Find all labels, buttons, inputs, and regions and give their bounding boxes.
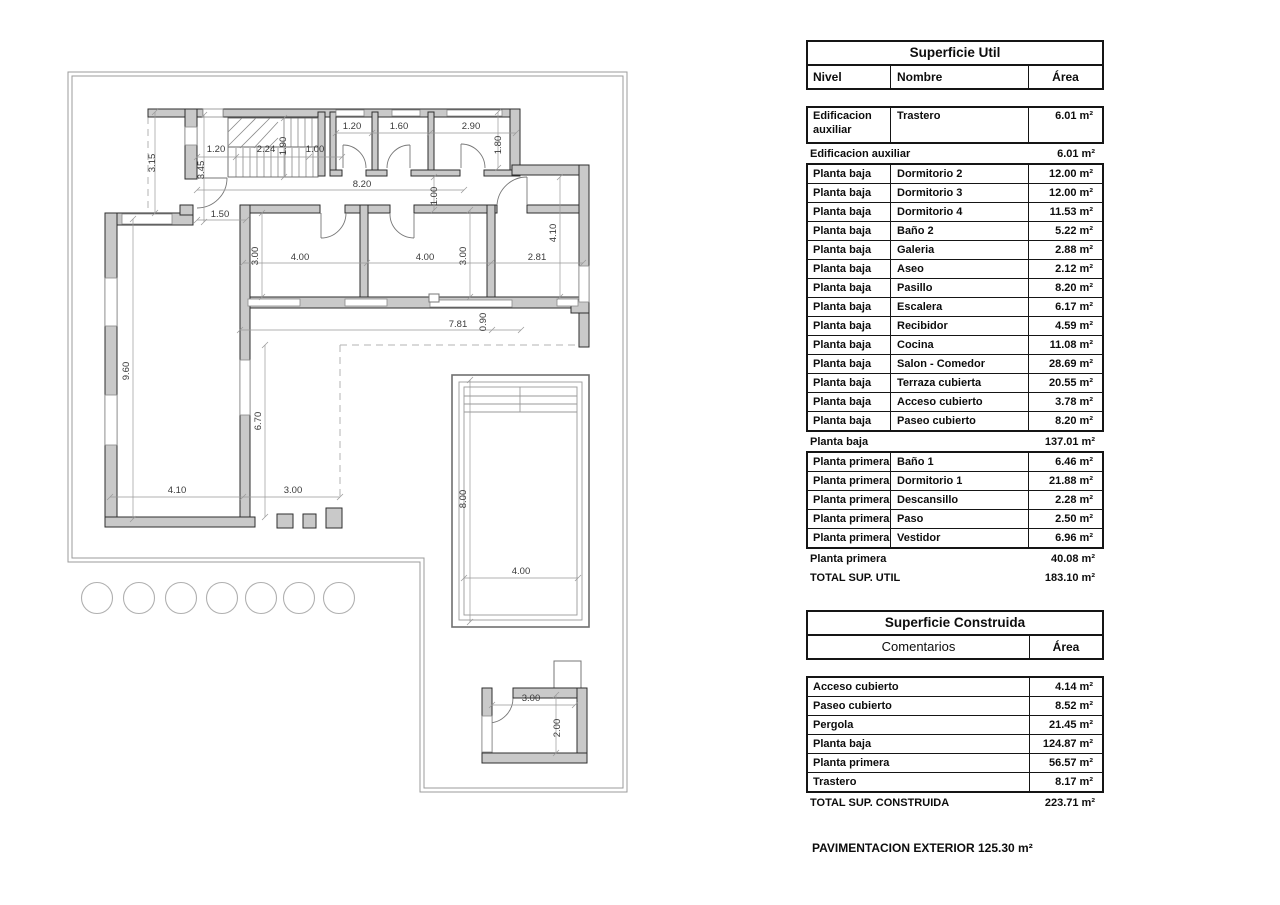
construida-cell-comentario: Planta primera	[813, 757, 890, 769]
util-cell-nombre: Dormitorio 1	[890, 472, 1028, 490]
dimension-label: 7.81	[448, 319, 468, 330]
dimension-label: 3.45	[196, 160, 207, 180]
util-cell-nivel: Planta primera	[813, 456, 890, 468]
tree-circle	[284, 583, 315, 614]
dimension-label: 1.20	[342, 121, 362, 132]
util-cell-nivel: Planta baja	[813, 282, 872, 294]
dimension-label: 8.00	[458, 489, 469, 509]
util-cell-nivel: Planta baja	[813, 244, 872, 256]
util-cell-area: 28.69 m²	[1028, 355, 1102, 373]
superficie-util-title: Superficie Util	[806, 40, 1104, 66]
util-cell-nombre: Vestidor	[890, 529, 1028, 547]
tree-circle	[207, 583, 238, 614]
util-cell-nombre: Descansillo	[890, 491, 1028, 509]
column-header-area: Área	[1028, 66, 1102, 88]
util-row	[808, 183, 1102, 202]
util-cell-nivel: Planta baja	[813, 358, 872, 370]
util-row	[808, 108, 1102, 142]
util-cell-area: 6.01 m²	[1028, 108, 1102, 142]
tree-circle	[124, 583, 155, 614]
construida-cell-area: 124.87 m²	[1029, 735, 1102, 753]
util-cell-nombre: Pasillo	[890, 279, 1028, 297]
construida-row	[808, 753, 1102, 772]
pavimentacion-exterior-note: PAVIMENTACION EXTERIOR 125.30 m²	[812, 841, 1033, 855]
util-subtotal-area: 40.08 m²	[1050, 552, 1095, 565]
construida-cell-area: 21.45 m²	[1029, 716, 1102, 734]
util-cell-nombre: Paseo cubierto	[890, 412, 1028, 430]
construida-cell-area: 4.14 m²	[1029, 678, 1102, 696]
dimension-label: 4.00	[415, 252, 435, 263]
dimension-label: 3.00	[521, 693, 541, 704]
superficie-construida-header	[806, 636, 1104, 660]
util-cell-area: 8.20 m²	[1028, 412, 1102, 430]
util-subtotal-area: 137.01 m²	[1044, 435, 1095, 448]
util-subtotal-row	[806, 549, 1104, 568]
util-cell-nivel: Planta baja	[813, 339, 872, 351]
util-cell-nivel: Planta primera	[813, 532, 890, 544]
util-cell-area: 2.88 m²	[1028, 241, 1102, 259]
construida-cell-comentario: Pergola	[813, 719, 854, 731]
tree-circle	[324, 583, 355, 614]
dimension-label: 1.20	[206, 144, 226, 155]
util-cell-area: 6.17 m²	[1028, 298, 1102, 316]
util-subtotal-label: Planta primera	[810, 552, 887, 565]
dimension-label: 2.90	[461, 121, 481, 132]
construida-row	[808, 696, 1102, 715]
util-cell-nombre: Recibidor	[890, 317, 1028, 335]
dimension-label: 1.60	[389, 121, 409, 132]
util-row	[808, 509, 1102, 528]
util-row	[808, 471, 1102, 490]
swimming-pool	[452, 375, 589, 627]
util-cell-nombre: Escalera	[890, 298, 1028, 316]
util-cell-area: 6.96 m²	[1028, 529, 1102, 547]
util-row	[808, 392, 1102, 411]
porch-pillars	[277, 508, 342, 528]
column-header-area: Área	[1029, 636, 1102, 658]
util-cell-nombre: Dormitorio 2	[890, 165, 1028, 183]
util-cell-nombre: Trastero	[890, 108, 1028, 142]
dimension-label: 9.60	[121, 361, 132, 381]
dimension-label: 4.00	[511, 566, 531, 577]
util-cell-area: 4.59 m²	[1028, 317, 1102, 335]
util-cell-nivel: Planta baja	[813, 168, 872, 180]
util-row	[808, 221, 1102, 240]
superficie-construida-rows	[806, 676, 1104, 812]
util-subtotal-area: 6.01 m²	[1057, 147, 1095, 160]
dimension-label: 1.00	[429, 186, 440, 206]
construida-total-area: 223.71 m²	[1044, 796, 1095, 809]
column-header-nombre: Nombre	[890, 66, 1028, 88]
dimension-label: 1.00	[305, 144, 325, 155]
util-row	[808, 316, 1102, 335]
dimension-label: 3.00	[458, 246, 469, 266]
util-cell-nombre: Salon - Comedor	[890, 355, 1028, 373]
perimeter-trees	[82, 583, 355, 614]
util-cell-nombre: Dormitorio 3	[890, 184, 1028, 202]
superficie-construida-table	[806, 610, 1104, 812]
util-cell-nivel: Planta baja	[813, 301, 872, 313]
util-cell-area: 3.78 m²	[1028, 393, 1102, 411]
util-cell-nombre: Baño 1	[890, 453, 1028, 471]
util-subtotal-area: 183.10 m²	[1044, 571, 1095, 584]
construida-cell-comentario: Planta baja	[813, 738, 872, 750]
dimension-label: 1.50	[210, 209, 230, 220]
util-row	[808, 278, 1102, 297]
util-total-row	[806, 568, 1104, 587]
util-cell-nivel: Planta baja	[813, 225, 872, 237]
dimension-label: 6.70	[253, 411, 264, 431]
util-cell-area: 5.22 m²	[1028, 222, 1102, 240]
util-cell-area: 2.28 m²	[1028, 491, 1102, 509]
util-subtotal-label: TOTAL SUP. UTIL	[810, 571, 901, 584]
dimension-label: 2.24	[256, 144, 276, 155]
util-row	[808, 490, 1102, 509]
construida-row	[808, 772, 1102, 791]
construida-total-row	[806, 793, 1104, 812]
util-cell-nivel: Planta baja	[813, 320, 872, 332]
util-cell-nombre: Paso	[890, 510, 1028, 528]
construida-row	[808, 678, 1102, 696]
superficie-util-table	[806, 40, 1104, 587]
util-cell-area: 8.20 m²	[1028, 279, 1102, 297]
tree-circle	[166, 583, 197, 614]
dimension-label: 3.15	[147, 153, 158, 173]
util-cell-nivel: Planta baja	[813, 415, 872, 427]
util-row	[808, 528, 1102, 547]
storage-building	[482, 661, 587, 763]
dimension-label: 4.10	[548, 223, 559, 243]
dimension-label: 4.00	[290, 252, 310, 263]
util-cell-area: 2.50 m²	[1028, 510, 1102, 528]
util-cell-nombre: Cocina	[890, 336, 1028, 354]
util-row	[808, 411, 1102, 430]
dimension-label: 0.90	[478, 312, 489, 332]
tree-circle	[246, 583, 277, 614]
util-cell-nivel: Planta primera	[813, 494, 890, 506]
util-cell-area: 12.00 m²	[1028, 165, 1102, 183]
util-row	[808, 240, 1102, 259]
tree-circle	[82, 583, 113, 614]
util-cell-nombre: Galeria	[890, 241, 1028, 259]
dimension-label: 8.20	[352, 179, 372, 190]
util-cell-nivel: Planta baja	[813, 263, 872, 275]
column-header-nivel: Nivel	[813, 70, 842, 84]
util-row	[808, 259, 1102, 278]
util-cell-nivel: Edificacion auxiliar	[813, 110, 872, 136]
superficie-util-rows	[806, 106, 1104, 587]
construida-cell-comentario: Acceso cubierto	[813, 681, 899, 693]
util-subtotal-label: Planta baja	[810, 435, 869, 448]
construida-row	[808, 734, 1102, 753]
util-cell-nivel: Planta primera	[813, 513, 890, 525]
util-cell-nivel: Planta baja	[813, 396, 872, 408]
util-subtotal-label: Edificacion auxiliar	[810, 147, 911, 160]
util-subtotal-row	[806, 432, 1104, 451]
util-cell-nombre: Baño 2	[890, 222, 1028, 240]
util-row	[808, 354, 1102, 373]
dimension-label: 2.81	[527, 252, 547, 263]
dimension-label: 1.90	[278, 136, 289, 156]
util-row	[808, 373, 1102, 392]
util-subtotal-row	[806, 144, 1104, 163]
util-cell-nombre: Aseo	[890, 260, 1028, 278]
column-header-comentarios: Comentarios	[881, 639, 956, 654]
util-cell-nombre: Terraza cubierta	[890, 374, 1028, 392]
util-row	[808, 453, 1102, 471]
util-cell-area: 12.00 m²	[1028, 184, 1102, 202]
dimension-label: 4.10	[167, 485, 187, 496]
util-cell-area: 21.88 m²	[1028, 472, 1102, 490]
construida-cell-comentario: Trastero	[813, 776, 857, 788]
util-row	[808, 297, 1102, 316]
dimension-label: 3.00	[283, 485, 303, 496]
util-row	[808, 335, 1102, 354]
util-cell-area: 11.08 m²	[1028, 336, 1102, 354]
construida-cell-area: 56.57 m²	[1029, 754, 1102, 772]
superficie-construida-title: Superficie Construida	[806, 610, 1104, 636]
superficie-util-header	[806, 66, 1104, 90]
construida-row	[808, 715, 1102, 734]
util-cell-area: 2.12 m²	[1028, 260, 1102, 278]
construida-cell-area: 8.52 m²	[1029, 697, 1102, 715]
util-cell-nivel: Planta baja	[813, 206, 872, 218]
dimension-label: 2.00	[552, 718, 563, 738]
util-cell-nombre: Dormitorio 4	[890, 203, 1028, 221]
construida-cell-area: 8.17 m²	[1029, 773, 1102, 791]
util-row	[808, 202, 1102, 221]
util-cell-area: 20.55 m²	[1028, 374, 1102, 392]
util-cell-nivel: Planta baja	[813, 377, 872, 389]
util-cell-nivel: Planta baja	[813, 187, 872, 199]
util-cell-area: 6.46 m²	[1028, 453, 1102, 471]
util-cell-area: 11.53 m²	[1028, 203, 1102, 221]
util-row	[808, 165, 1102, 183]
dimension-label: 3.00	[250, 246, 261, 266]
construida-total-label: TOTAL SUP. CONSTRUIDA	[810, 796, 950, 809]
util-cell-nivel: Planta primera	[813, 475, 890, 487]
construida-cell-comentario: Paseo cubierto	[813, 700, 892, 712]
util-cell-nombre: Acceso cubierto	[890, 393, 1028, 411]
dimension-label: 1.80	[493, 135, 504, 155]
